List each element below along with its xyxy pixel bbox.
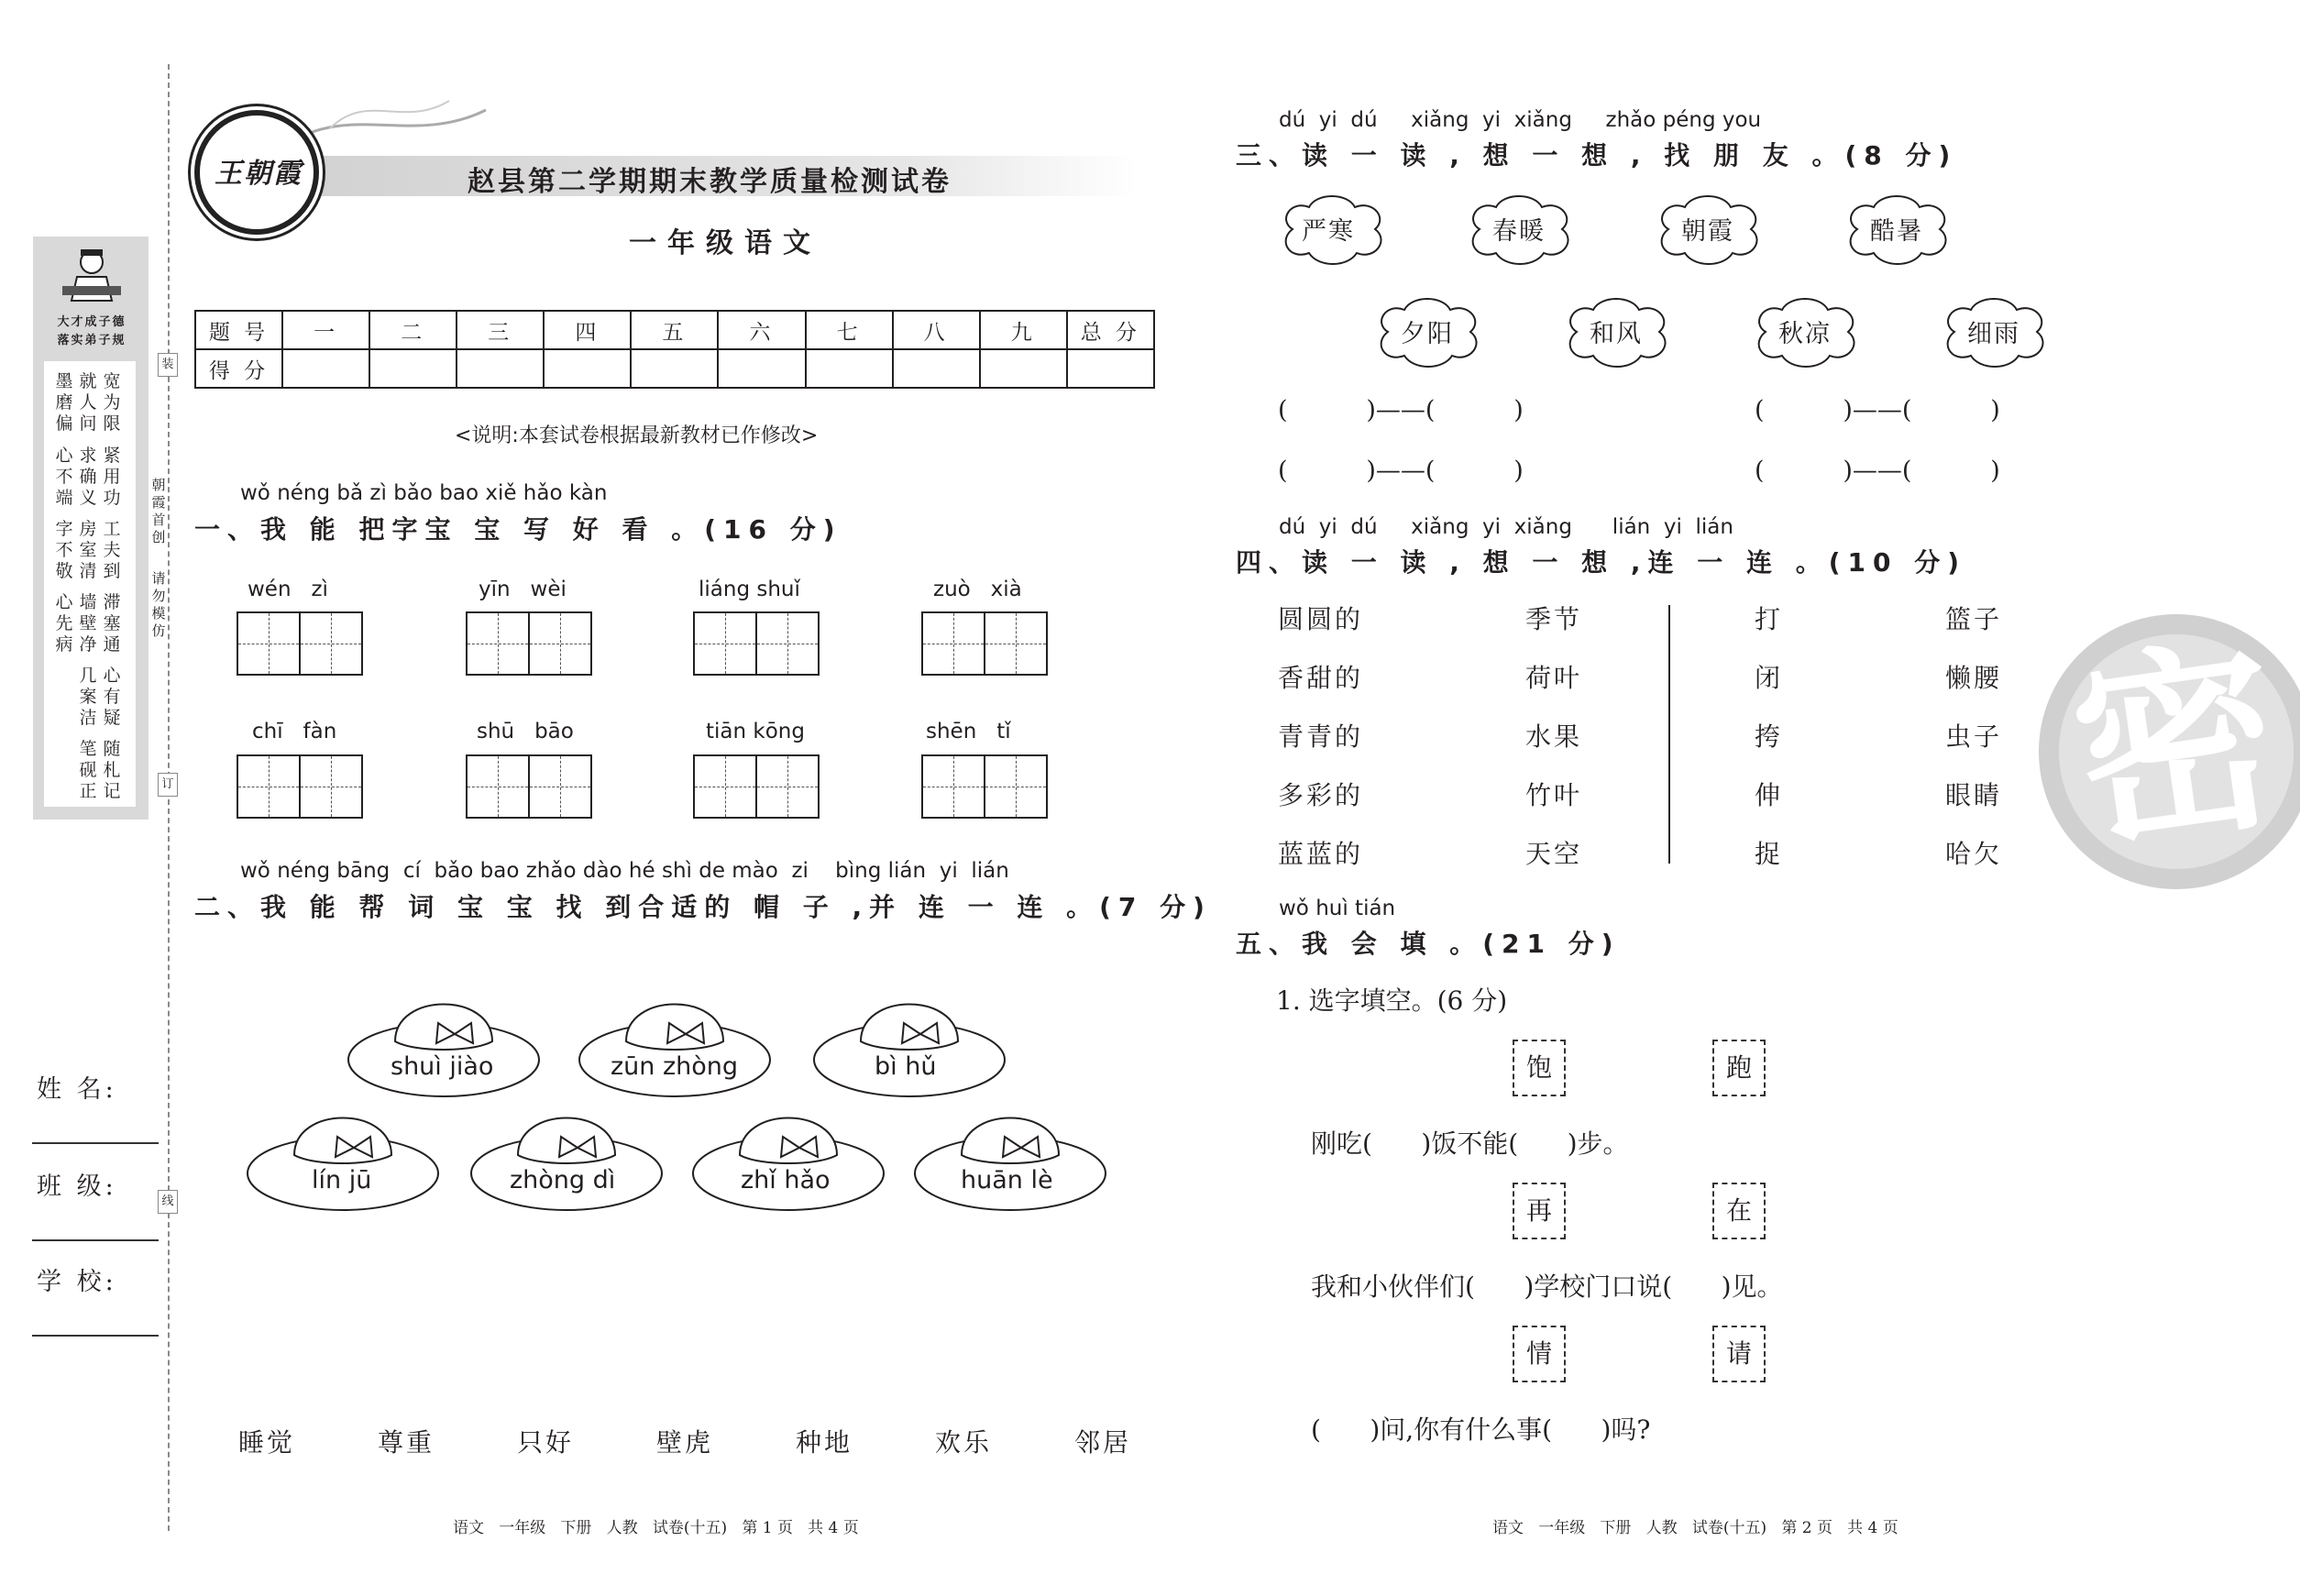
writing-grid[interactable] bbox=[466, 754, 592, 819]
side-note-2: 请勿模仿 bbox=[151, 570, 166, 639]
pinyin-label: liáng shuǐ bbox=[699, 578, 800, 601]
answer-blank[interactable]: ( )——( ) bbox=[1278, 457, 1524, 485]
section4-pinyin: dú yi dú xiǎng yi xiǎng lián yi lián bbox=[1279, 515, 1733, 539]
match-item[interactable]: 懒腰 bbox=[1945, 663, 2003, 693]
confidential-stamp bbox=[2039, 614, 2300, 889]
section3-pinyin: dú yi dú xiǎng yi xiǎng zhǎo péng you bbox=[1279, 108, 1762, 132]
brand-logo bbox=[194, 110, 319, 235]
table-cell: 九 bbox=[980, 311, 1067, 349]
table-cell: 五 bbox=[631, 311, 718, 349]
section1-pinyin: wǒ néng bǎ zì bǎo bao xiě hǎo kàn bbox=[240, 481, 608, 505]
motto-column: 几案洁 bbox=[79, 666, 97, 728]
hat-icon[interactable] bbox=[810, 983, 1008, 1098]
section5-pinyin: wǒ huì tián bbox=[1279, 897, 1396, 920]
match-item[interactable]: 捉 bbox=[1755, 839, 1784, 869]
motto-column: 笔砚正 bbox=[79, 739, 97, 801]
table-cell: 一 bbox=[282, 311, 369, 349]
match-word[interactable]: 睡觉 bbox=[238, 1427, 296, 1458]
class-label: 班 级: bbox=[37, 1172, 117, 1201]
score-cell[interactable] bbox=[806, 349, 893, 388]
cloud-word: 朝霞 bbox=[1681, 217, 1734, 246]
pinyin-label: shū bāo bbox=[477, 720, 574, 743]
score-cell[interactable] bbox=[1067, 349, 1154, 388]
answer-blank[interactable]: ( )——( ) bbox=[1755, 457, 2000, 485]
hat-icon[interactable] bbox=[911, 1096, 1109, 1212]
pinyin-label: shēn tǐ bbox=[926, 720, 1011, 743]
subject-title: 一年级语文 bbox=[629, 227, 821, 259]
motto-top-2: 落实弟子规 bbox=[57, 334, 127, 347]
table-cell: 二 bbox=[369, 311, 457, 349]
pinyin-label: chī fàn bbox=[252, 720, 337, 743]
motto-column: 宽为限 bbox=[103, 371, 121, 434]
match-item[interactable]: 香甜的 bbox=[1278, 663, 1364, 693]
exam-title: 赵县第二学期期末教学质量检测试卷 bbox=[468, 166, 952, 198]
motto-column: 求确义 bbox=[79, 446, 97, 508]
writing-grid[interactable] bbox=[693, 754, 820, 819]
writing-grid[interactable] bbox=[237, 611, 363, 676]
motto-column: 滞塞通 bbox=[103, 592, 121, 655]
hat-pinyin: zūn zhòng bbox=[611, 1052, 739, 1081]
writing-grid[interactable] bbox=[693, 611, 820, 676]
fold-mark: 线 bbox=[158, 1190, 178, 1214]
hat-icon[interactable] bbox=[244, 1096, 442, 1212]
name-field[interactable] bbox=[32, 1142, 159, 1144]
choice-char[interactable]: 情 bbox=[1513, 1326, 1566, 1382]
motto-column: 心不端 bbox=[55, 446, 73, 508]
section1-title: 一、我 能 把字宝 宝 写 好 看 。(16 分) bbox=[194, 514, 842, 545]
motto-column: 就人问 bbox=[79, 371, 97, 434]
match-item[interactable]: 打 bbox=[1755, 604, 1784, 634]
motto-column: 墙壁净 bbox=[79, 592, 97, 655]
divider bbox=[1668, 605, 1670, 864]
match-word[interactable]: 邻居 bbox=[1074, 1427, 1132, 1458]
class-field[interactable] bbox=[32, 1239, 159, 1241]
score-cell[interactable] bbox=[631, 349, 718, 388]
match-item[interactable]: 伸 bbox=[1755, 780, 1784, 810]
exam-note: <说明:本套试卷根据最新教材已作修改> bbox=[455, 424, 819, 447]
match-item[interactable]: 青青的 bbox=[1278, 721, 1364, 752]
motto-column: 随札记 bbox=[103, 739, 121, 801]
fill-sentence[interactable]: ( )问,你有什么事( )吗? bbox=[1311, 1414, 1651, 1445]
writing-grid[interactable] bbox=[921, 754, 1048, 819]
choice-char[interactable]: 饱 bbox=[1513, 1040, 1566, 1096]
answer-blank[interactable]: ( )——( ) bbox=[1755, 396, 2000, 424]
section5-title: 五、我 会 填 。(21 分) bbox=[1236, 929, 1621, 959]
cloud-word: 严寒 bbox=[1302, 217, 1355, 246]
choice-char[interactable]: 在 bbox=[1712, 1183, 1766, 1239]
table-cell: 四 bbox=[544, 311, 631, 349]
hat-icon[interactable] bbox=[345, 983, 543, 1098]
match-item[interactable]: 竹叶 bbox=[1525, 780, 1583, 810]
cloud-word: 夕阳 bbox=[1401, 320, 1454, 348]
writing-grid[interactable] bbox=[466, 611, 592, 676]
cloud-word: 和风 bbox=[1590, 320, 1643, 348]
match-item[interactable]: 水果 bbox=[1525, 721, 1583, 752]
match-word[interactable]: 欢乐 bbox=[935, 1427, 993, 1458]
fill-sentence[interactable]: 我和小伙伴们( )学校门口说( )见。 bbox=[1311, 1271, 1783, 1302]
table-cell: 七 bbox=[806, 311, 893, 349]
table-cell: 总 分 bbox=[1067, 311, 1154, 349]
table-cell: 得 分 bbox=[195, 349, 282, 388]
section2-title: 二、我 能 帮 词 宝 宝 找 到合适的 帽 子 ,并 连 一 连 。(7 分) bbox=[194, 892, 1212, 922]
pinyin-label: wén zì bbox=[248, 578, 328, 601]
writing-grid[interactable] bbox=[237, 754, 363, 819]
side-note-1: 朝霞首创 bbox=[151, 477, 166, 545]
cloud-word: 秋凉 bbox=[1778, 320, 1832, 348]
choice-char[interactable]: 请 bbox=[1712, 1326, 1766, 1382]
hat-icon[interactable] bbox=[689, 1096, 887, 1212]
motto-top-1: 大才成子德 bbox=[57, 315, 127, 329]
motto-column: 紧用功 bbox=[103, 446, 121, 508]
table-row bbox=[195, 311, 1154, 349]
score-cell[interactable] bbox=[282, 349, 369, 388]
writing-grid[interactable] bbox=[921, 611, 1048, 676]
hat-pinyin: zhǐ hǎo bbox=[741, 1166, 831, 1194]
hat-pinyin: lín jū bbox=[312, 1166, 372, 1194]
hat-icon[interactable] bbox=[576, 983, 774, 1098]
match-word[interactable]: 壁虎 bbox=[656, 1427, 714, 1458]
match-item[interactable]: 篮子 bbox=[1945, 604, 2003, 634]
hat-pinyin: zhòng dì bbox=[510, 1166, 616, 1194]
match-item[interactable]: 荷叶 bbox=[1525, 663, 1583, 693]
table-cell: 三 bbox=[457, 311, 544, 349]
answer-blank[interactable]: ( )——( ) bbox=[1278, 396, 1524, 424]
cloud-word: 细雨 bbox=[1967, 320, 2020, 348]
hat-icon[interactable] bbox=[468, 1096, 666, 1212]
page-footer: 语文 一年级 下册 人教 试卷(十五) 第 2 页 共 4 页 bbox=[1492, 1519, 1898, 1537]
score-cell[interactable] bbox=[457, 349, 544, 388]
table-cell: 题 号 bbox=[195, 311, 282, 349]
match-item[interactable]: 天空 bbox=[1525, 839, 1583, 869]
score-cell[interactable] bbox=[893, 349, 980, 388]
score-table bbox=[194, 310, 1155, 389]
choice-char[interactable]: 跑 bbox=[1712, 1040, 1766, 1096]
motto-column: 心先病 bbox=[55, 592, 73, 655]
match-item[interactable]: 多彩的 bbox=[1278, 780, 1364, 810]
choice-char[interactable]: 再 bbox=[1513, 1183, 1566, 1239]
logo-text: 王朝霞 bbox=[215, 158, 303, 190]
match-item[interactable]: 季节 bbox=[1525, 604, 1583, 634]
score-cell[interactable] bbox=[980, 349, 1067, 388]
fold-mark: 订 bbox=[158, 773, 178, 797]
match-word[interactable]: 种地 bbox=[796, 1427, 853, 1458]
motto-column: 墨磨偏 bbox=[55, 371, 73, 434]
cloud-word: 春暖 bbox=[1492, 217, 1546, 246]
match-item[interactable]: 圆圆的 bbox=[1278, 604, 1364, 634]
cloud-word: 酷暑 bbox=[1870, 217, 1923, 246]
page-footer: 语文 一年级 下册 人教 试卷(十五) 第 1 页 共 4 页 bbox=[453, 1519, 859, 1537]
subsection-title: 1. 选字填空。(6 分) bbox=[1276, 985, 1508, 1016]
pinyin-label: yīn wèi bbox=[479, 578, 567, 601]
scholar-illustration bbox=[53, 246, 130, 304]
match-item[interactable]: 眼睛 bbox=[1945, 780, 2003, 810]
score-cell[interactable] bbox=[544, 349, 631, 388]
match-item[interactable]: 蓝蓝的 bbox=[1278, 839, 1364, 869]
motto-column: 房室清 bbox=[79, 519, 97, 581]
binding-line bbox=[168, 64, 170, 1531]
table-row bbox=[195, 349, 1154, 388]
table-cell: 八 bbox=[893, 311, 980, 349]
match-item[interactable]: 哈欠 bbox=[1945, 839, 2003, 869]
hat-pinyin: shuì jiào bbox=[391, 1052, 494, 1081]
fold-mark: 装 bbox=[158, 353, 178, 377]
name-label: 姓 名: bbox=[37, 1075, 117, 1104]
match-item[interactable]: 虫子 bbox=[1945, 721, 2003, 752]
section3-title: 三、读 一 读 , 想 一 想 , 找 朋 友 。(8 分) bbox=[1236, 140, 1958, 171]
fill-sentence[interactable]: 刚吃( )饭不能( )步。 bbox=[1311, 1128, 1629, 1159]
match-word[interactable]: 只好 bbox=[517, 1427, 575, 1458]
pinyin-label: tiān kōng bbox=[706, 720, 805, 743]
school-label: 学 校: bbox=[37, 1268, 117, 1296]
match-item[interactable]: 闭 bbox=[1755, 663, 1784, 693]
score-cell[interactable] bbox=[718, 349, 805, 388]
match-item[interactable]: 挎 bbox=[1755, 721, 1784, 752]
motto-column: 心有疑 bbox=[103, 666, 121, 728]
pinyin-label: zuò xià bbox=[933, 578, 1022, 601]
motto-column: 字不敬 bbox=[55, 519, 73, 581]
section2-pinyin: wǒ néng bāng cí bǎo bao zhǎo dào hé shì de mào zi bìng lián yi lián bbox=[240, 859, 1009, 883]
motto-column: 工夫到 bbox=[103, 519, 121, 581]
table-cell: 六 bbox=[718, 311, 805, 349]
match-word[interactable]: 尊重 bbox=[378, 1427, 435, 1458]
section4-title: 四、读 一 读 , 想 一 想 ,连 一 连 。(10 分) bbox=[1236, 547, 1967, 578]
score-cell[interactable] bbox=[369, 349, 457, 388]
school-field[interactable] bbox=[32, 1335, 159, 1337]
hat-pinyin: bì hǔ bbox=[875, 1052, 937, 1081]
stamp-char: 密 bbox=[2060, 616, 2293, 878]
hat-pinyin: huān lè bbox=[961, 1166, 1053, 1194]
